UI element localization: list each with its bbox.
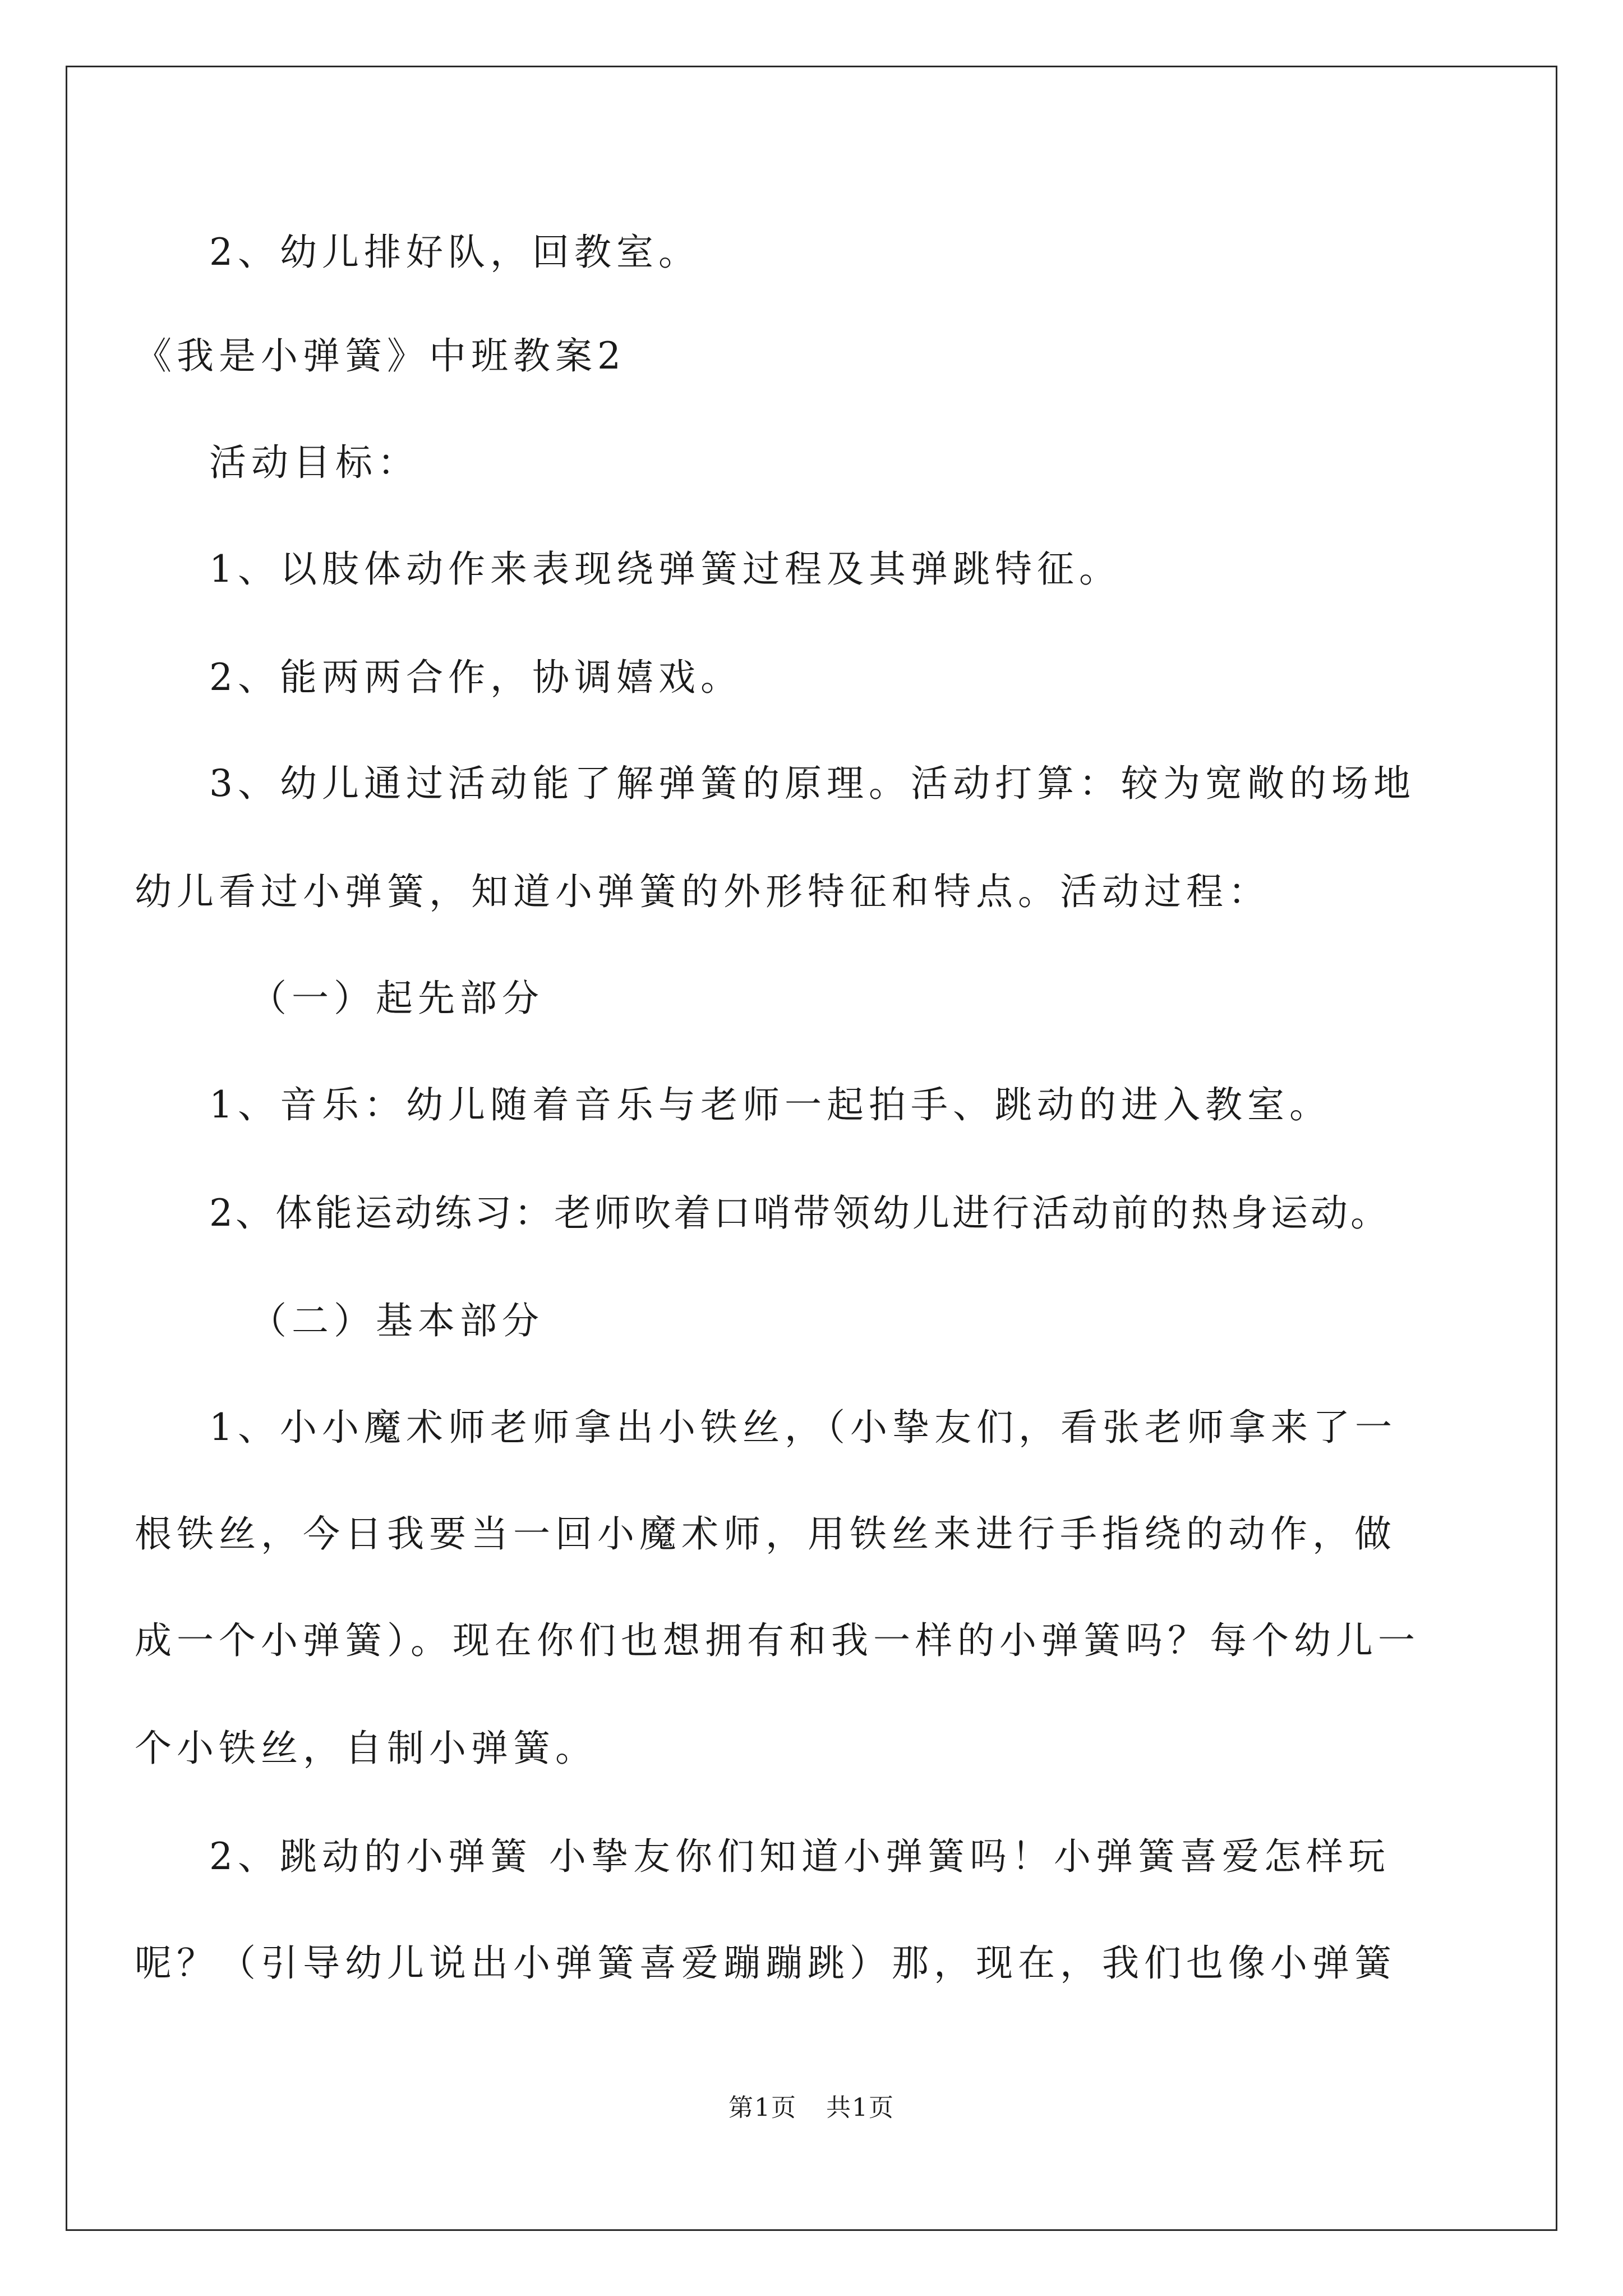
paragraph-goal-3: 3、幼儿通过活动能了解弹簧的原理。活动打算：较为宽敞的场地 [209,762,1415,805]
paragraph-magician-3: 成一个小弹簧）。现在你们也想拥有和我一样的小弹簧吗？每个幼儿一 [135,1619,1420,1662]
paragraph-goals-heading: 活动目标： [209,441,419,484]
paragraph-magician-2: 根铁丝，今日我要当一回小魔术师，用铁丝来进行手指绕的动作，做 [135,1512,1396,1556]
paragraph-goal-1: 1、以肢体动作来表现绕弹簧过程及其弹跳特征。 [209,547,1121,591]
paragraph-spring-2: 呢？（引导幼儿说出小弹簧喜爱蹦蹦跳）那，现在，我们也像小弹簧 [135,1941,1396,1985]
page-number-current: 第1页 [728,2093,797,2122]
heading-part-2: （二）基本部分 [250,1299,544,1342]
paragraph-goal-2: 2、能两两合作，协调嬉戏。 [209,656,743,699]
paragraph-warmup: 2、体能运动练习：老师吹着口哨带领幼儿进行活动前的热身运动。 [209,1191,1390,1235]
paragraph-magician-4: 个小铁丝，自制小弹簧。 [135,1727,597,1770]
paragraph-goal-3-cont: 幼儿看过小弹簧，知道小弹簧的外形特征和特点。活动过程： [135,870,1270,913]
page-frame [66,66,1557,2231]
paragraph-music: 1、音乐：幼儿随着音乐与老师一起拍手、跳动的进入教室。 [209,1083,1331,1126]
paragraph-magician-1: 1、小小魔术师老师拿出小铁丝，（小挚友们，看张老师拿来了一 [209,1406,1397,1449]
paragraph-spring-1: 2、跳动的小弹簧 小挚友你们知道小弹簧吗！小弹簧喜爱怎样玩 [209,1835,1390,1878]
heading-part-1: （一）起先部分 [250,977,544,1020]
section-title: 《我是小弹簧》中班教案2 [135,334,626,378]
paragraph-1: 2、幼儿排好队，回教室。 [209,231,700,274]
page-footer [0,2091,1623,2125]
page-number-total: 共1页 [826,2093,895,2122]
